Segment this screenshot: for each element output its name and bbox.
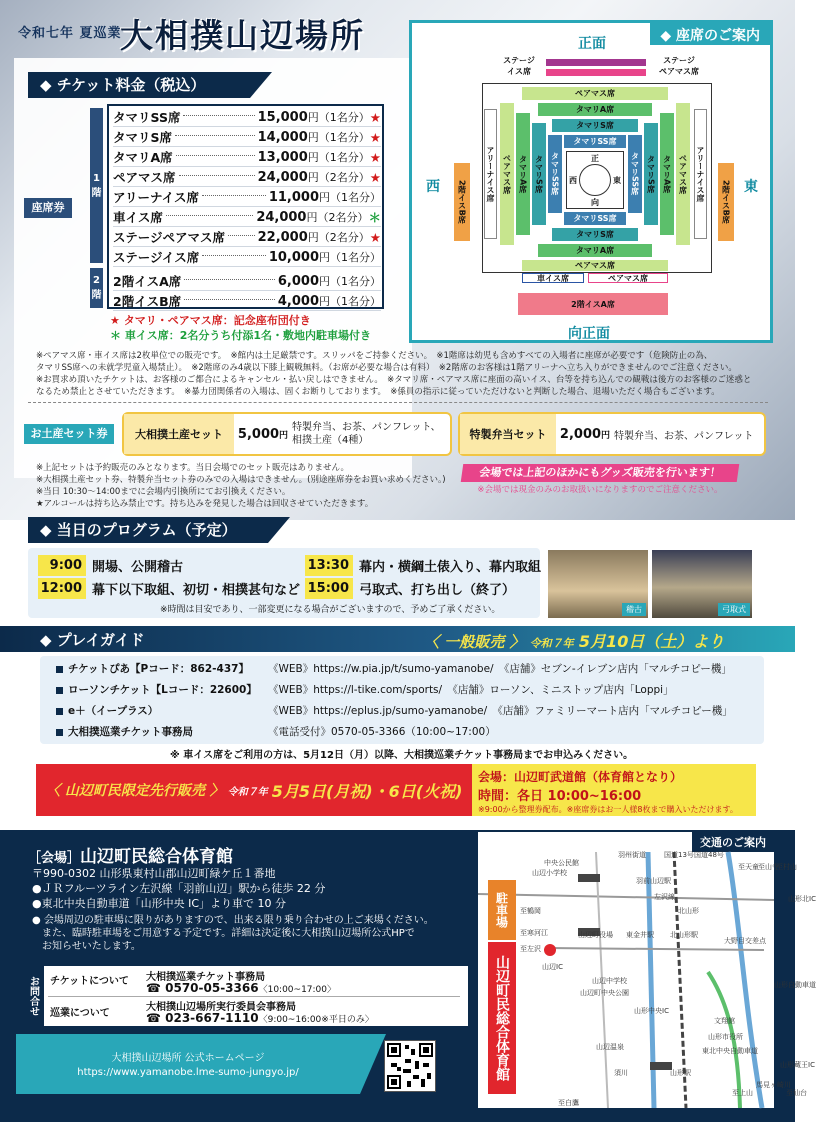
price-row — [113, 188, 381, 207]
price-row — [113, 148, 381, 167]
seat-unit: 円（1名分） — [319, 251, 381, 264]
map-label: 山形駅 — [670, 1069, 691, 1077]
seat-price: 11,000 — [268, 189, 319, 205]
venue-access-train: ●ＪＲフルーツライン左沢線「羽前山辺」駅から徒歩 22 分 — [32, 882, 326, 895]
ticket-note-1: ※ペアマス席・車イス席は2枚単位での販売です。 ※館内は土足厳禁です。スリッパをご持参ください。 ※1階席は幼児も含めすべての入場者に座席が必要です（危険防止の為、 — [36, 351, 713, 361]
set2-desc: 特製弁当、お茶、パンフレット — [614, 430, 754, 442]
presale-info — [472, 764, 756, 816]
seat-name: 車イス席 — [113, 210, 163, 225]
seat-price: 10,000 — [268, 249, 319, 265]
seatmap-heading: ◆ 座席のご案内 — [650, 23, 770, 45]
tamari-s-west: タマリS席 — [532, 123, 546, 225]
dohyo-w: 西 — [569, 176, 577, 185]
seat-price: 15,000 — [257, 109, 308, 125]
seat-unit: 円（1名分） — [319, 191, 381, 204]
leader-dots — [176, 155, 255, 156]
souvenir-note-1: ※上記セットは予約販売のみとなります。当日会場でのセット販売はありません。 — [36, 463, 349, 473]
leader-dots — [183, 115, 254, 116]
map-label: 至村山 — [776, 863, 797, 871]
leader-dots — [184, 299, 275, 300]
contact-topic-1: チケットについて — [50, 976, 129, 987]
contact-tel-1[interactable]: ☎ 0570-05-3366〈10:00~17:00〉 — [146, 981, 337, 995]
presale-time: 時間：各日 10:00~16:00 — [478, 789, 642, 804]
souvenir-note-2: ※大相撲土産セット券、特製弁当セット券のみでの入場はできません。(別途座席券をお買い求めください。) — [36, 475, 446, 485]
map-label: 至鶴岡 — [520, 907, 541, 915]
map-label: 山辺町役場 — [578, 931, 613, 939]
seat-name: タマリA席 — [113, 150, 173, 165]
seat-price: 22,000 — [257, 229, 308, 245]
venue-access-car: ●東北中央自動車道「山形中央 IC」より車で 10 分 — [32, 897, 287, 910]
prog-item-4: 15:00 弓取式、打ち出し（終了） — [305, 578, 515, 599]
seat-mark: ★ — [369, 169, 381, 185]
seat-name: ステージペアマス席 — [113, 230, 226, 245]
homepage-title: 大相撲山辺場所 公式ホームページ — [111, 1053, 265, 1064]
photo-yumitori-caption: 弓取式 — [718, 603, 750, 616]
map-parking: 駐車場 — [488, 880, 516, 940]
map-label: 須川 — [614, 1069, 628, 1077]
souvenir-heading: お土産セット券 — [24, 424, 114, 444]
seat-price: 14,000 — [257, 129, 308, 145]
map-label: 至左沢 — [520, 945, 541, 953]
pair-east: ペアマス席 — [676, 103, 690, 245]
contact-label: お問合せ — [22, 966, 44, 1026]
price-row — [113, 272, 381, 291]
map-label: 山辺小学校 — [532, 869, 567, 877]
photo-keiko — [548, 550, 648, 618]
dohyo-ring — [579, 164, 611, 196]
tamari-ss-west: タマリSS席 — [548, 135, 562, 213]
homepage-arrow — [360, 1034, 386, 1094]
dir-east: 東 — [744, 179, 758, 195]
stage-isu-seat — [546, 59, 646, 66]
price-row — [113, 208, 381, 227]
seat-name: 2階イスB席 — [113, 294, 182, 309]
tamari-ss-east: タマリSS席 — [628, 135, 642, 213]
seat-mark: ★ — [369, 109, 381, 125]
contact-topic-2: 巡業について — [50, 1008, 110, 1019]
price-row — [113, 248, 381, 267]
pair-north: ペアマス席 — [522, 87, 668, 100]
leader-dots — [228, 235, 255, 236]
seat-price: 6,000 — [277, 273, 319, 289]
goods-banner: 会場では上記のほかにもグッズ販売を行います！ — [461, 464, 740, 482]
seat-name: ステージイス席 — [113, 250, 200, 265]
price-row — [113, 128, 381, 147]
map-label: 至天童 — [738, 863, 759, 871]
divider — [28, 402, 768, 403]
tamari-ss-north: タマリSS席 — [564, 135, 626, 148]
seat-name: 2階イスA席 — [113, 274, 182, 289]
legend-star: ★ タマリ・ペアマス席：記念座布団付き — [110, 314, 311, 327]
title-era: 令和七年 夏巡業 — [18, 26, 122, 41]
photo-yumitori — [652, 550, 752, 618]
contact-org-2: 大相撲山辺場所実行委員会事務局 — [146, 1002, 296, 1013]
tamari-a-east: タマリA席 — [660, 113, 674, 235]
price-row — [113, 228, 381, 247]
seat-unit: 円（1名分） — [307, 131, 370, 144]
seat-map — [409, 20, 773, 343]
ticket-note-4: なるため禁止とさせていただきます。 ※暴力団関係者の入場は、固くお断りしております。 ※係員の指示に従っていただけないと判断した場合、退場いただく場合もございます。 — [36, 387, 720, 397]
map-label: 山辺町中央公園 — [580, 989, 629, 997]
floor2b-west: 2階イスB席 — [454, 163, 470, 241]
map-label: 山形中央IC — [634, 1007, 669, 1015]
map-label: 中央公民館 — [544, 859, 579, 867]
tamari-s-south: タマリS席 — [552, 228, 638, 241]
leader-dots — [166, 215, 253, 216]
souvenir-note-3: ※当日 10:30〜14:00までに会場内引換所にてお引換えください。 — [36, 487, 291, 497]
set2-name: 特製弁当セット — [460, 414, 556, 454]
map-label: 至上山 — [732, 1089, 753, 1097]
leader-dots — [175, 135, 255, 136]
map-label: 北山形 — [678, 907, 699, 915]
floor2-label: 2 階 — [90, 268, 103, 308]
seat-mark: ＊ — [368, 210, 381, 225]
qr-code-pattern — [385, 1041, 435, 1091]
stage-pair-seat — [546, 69, 646, 76]
ticket-note-3: ※お買求め頂いたチケットは、お客様のご都合によるキャンセル・払い戻しはできません。 ※タマリ席・ペアマス席に座面の高いイス、台等を持ち込んでの観戦は後方のお客様のご迷惑と — [36, 375, 752, 385]
map-label: 羽州街道 — [618, 851, 646, 859]
parking-line-3: お知らせいたします。 — [42, 941, 141, 952]
venue-info — [32, 866, 325, 911]
map-label: 馬見ヶ崎川 — [756, 1081, 791, 1089]
dir-west: 西 — [426, 179, 440, 195]
homepage-url[interactable]: https://www.yamanobe.lme-sumo-jungyo.jp/ — [77, 1067, 299, 1078]
prog-item-3: 13:30 幕内・横綱土俵入り、幕内取組 — [305, 555, 541, 576]
stage-isu-label: ステージ イス席 — [503, 56, 535, 76]
dir-north: 正面 — [578, 36, 606, 52]
contact-org-1: 大相撲巡業チケット事務局 — [146, 972, 266, 983]
parking-line-2: また、臨時駐車場をご用意する予定です。詳細は決定後に大相撲山辺場所公式HPで — [42, 928, 415, 939]
pg-eplus: e＋（イープラス） 《WEB》https://eplus.jp/sumo-yamanobe/ 《店舗》ファミリーマート店内「マルチコピー機」 — [56, 702, 733, 720]
seat-unit: 円（2名分） — [306, 211, 369, 224]
price-row — [113, 168, 381, 187]
legend-wheel: ＊ 車イス席：2名分うち付添1名・敷地内駐車場付き — [110, 329, 372, 342]
map-venue: 山辺町民総合体育館 — [488, 942, 516, 1094]
map-label: 山形市役所 — [708, 1033, 743, 1041]
dohyo-s: 向 — [591, 198, 599, 207]
map-label: 大野目交差点 — [724, 937, 766, 945]
map-label: 東北中央自動車道 — [702, 1047, 758, 1055]
seat-name: ペアマス席 — [113, 170, 176, 185]
pg-pia: チケットぴあ【Pコード：862-437】 《WEB》https://w.pia.jp/t/sumo-yamanobe/ 《店舗》セブン-イレブン店内「マルチコピー機」 — [56, 660, 732, 678]
seat-unit: 円（1名分） — [319, 275, 381, 288]
homepage-banner[interactable] — [16, 1034, 360, 1094]
pair-south: ペアマス席 — [522, 260, 668, 271]
seat-name: アリーナイス席 — [113, 190, 200, 205]
map-label: 至仙台 — [786, 1089, 807, 1097]
seat-mark: ★ — [369, 229, 381, 245]
parking-line-1: ● 会場周辺の駐車場に限りがありますので、出来る限り乗り合わせの上ご来場ください。 — [32, 915, 434, 926]
parking-info — [32, 914, 434, 953]
prog-item-2: 12:00 幕下以下取組、初切・相撲甚句など — [38, 578, 300, 599]
map-label: 羽前山辺駅 — [636, 877, 671, 885]
leader-dots — [202, 195, 266, 196]
wheel-note: ※ 車イス席をご利用の方は、5月12日（月）以降、大相撲巡業チケット事務局までお申込みください。 — [170, 750, 634, 761]
pg-lawson: ローソンチケット【Lコード：22600】 《WEB》https://l-tike.com/sports/ 《店舗》ローソン、ミニストップ店内「Loppi」 — [56, 681, 674, 699]
presale-banner: 〈 山辺町民限定先行販売 〉 令和７年 5月5日(月祝)・6日(火祝) — [36, 764, 472, 816]
map-label: 山辺温泉 — [596, 1043, 624, 1051]
seat-price: 4,000 — [277, 293, 319, 309]
pair-stage-south: ペアマス席 — [588, 273, 668, 283]
arena-west: アリーナイス席 — [484, 109, 497, 239]
dir-south: 向正面 — [568, 326, 610, 342]
seat-price: 24,000 — [256, 209, 307, 225]
map-heading: 交通のご案内 — [692, 832, 774, 852]
seat-unit: 円（2名分） — [307, 171, 370, 184]
souvenir-note-4: ★アルコールは持ち込み禁止です。持ち込みを発見した場合は回収させていただきます。 — [36, 499, 374, 509]
tamari-a-south: タマリA席 — [538, 244, 652, 257]
map-label: 至山寺 — [758, 863, 779, 871]
program-heading: ◆ 当日のプログラム（予定） — [28, 517, 268, 543]
contact-divider — [48, 996, 460, 997]
seat-unit: 円（1名分） — [307, 111, 370, 124]
access-map — [478, 832, 816, 1108]
seat-name: タマリS席 — [113, 130, 173, 145]
stage-pair-label: ステージ ペアマス席 — [659, 56, 699, 76]
map-label: 山形北IC — [788, 895, 816, 903]
map-label: 山辺IC — [542, 963, 563, 971]
playguide-heading: ◆ プレイガイド — [40, 631, 145, 649]
price-row — [113, 108, 381, 127]
map-label: 至寒河江 — [520, 929, 548, 937]
seat-price: 24,000 — [257, 169, 308, 185]
pg-jimukyoku: 大相撲巡業チケット事務局 《電話受付》0570-05-3366（10:00~17:00） — [56, 723, 496, 741]
seat-mark: ★ — [369, 149, 381, 165]
presale-note: ※9:00から整理券配布。※座席券はお一人様8枚まで購入いただけます。 — [478, 805, 738, 814]
tamari-a-west: タマリA席 — [516, 113, 530, 235]
floor2a-south: 2階イスA席 — [518, 293, 668, 315]
floor2b-east: 2階イスB席 — [718, 163, 734, 241]
seat-unit: 円（2名分） — [307, 231, 370, 244]
prog-item-1: 9:00 開場、公開稽古 — [38, 555, 183, 576]
ticket-notes — [36, 350, 776, 398]
souvenir-notes — [36, 462, 456, 510]
map-label: 国道48号 — [694, 851, 724, 859]
ticket-heading: ◆ チケット料金（税込） — [28, 72, 250, 98]
set1-name: 大相撲土産セット — [124, 414, 234, 454]
tamari-ss-south: タマリSS席 — [564, 212, 626, 225]
seat-price: 13,000 — [257, 149, 308, 165]
tamari-a-north: タマリA席 — [538, 103, 652, 116]
price-table — [107, 104, 384, 309]
price-row — [113, 292, 381, 311]
set1-price: 5,000円 — [237, 426, 289, 442]
set2-price: 2,000円 — [559, 426, 611, 442]
category-tag: 座席券 — [24, 198, 72, 218]
souvenir-set1 — [122, 412, 452, 456]
seat-name: タマリSS席 — [113, 110, 181, 125]
photo-keiko-caption: 稽古 — [622, 603, 646, 616]
qr-code[interactable] — [384, 1040, 436, 1092]
goods-note: ※会場では現金のみのお取扱いになりますのでご注意ください。 — [477, 485, 723, 495]
leader-dots — [202, 255, 266, 256]
pair-west: ペアマス席 — [500, 103, 514, 245]
contact-box — [22, 966, 468, 1026]
map-label: 文翔館 — [714, 1017, 735, 1025]
map-label: 山形蔵王IC — [780, 1061, 815, 1069]
map-label: 山辺中学校 — [592, 977, 627, 985]
map-label: 北山形駅 — [670, 931, 698, 939]
floor1-label: 1 階 — [90, 108, 103, 263]
map-label: 至白鷹 — [558, 1099, 579, 1107]
souvenir-set2 — [458, 412, 766, 456]
venue-address: 〒990-0302 山形県東村山郡山辺町緑ケ丘１番地 — [32, 867, 276, 880]
contact-tel-2[interactable]: ☎ 023-667-1110〈9:00~16:00※平日のみ〉 — [146, 1011, 374, 1025]
seat-unit: 円（1名分） — [307, 151, 370, 164]
map-drawing — [478, 832, 774, 1108]
general-sale: 〈 一般販売 〉 令和７年 5月10日（土）より — [424, 632, 725, 651]
presale-venue: 会場：山辺町武道館（体育館となり） — [478, 770, 683, 784]
map-label: 東金井駅 — [626, 931, 654, 939]
leader-dots — [184, 279, 275, 280]
page-title: 大相撲山辺場所 — [120, 16, 365, 55]
leader-dots — [179, 175, 255, 176]
set1-desc: 特製弁当、お茶、パンフレット、相撲土産（4種） — [292, 422, 441, 446]
wheelchair-seat: 車イス席 — [522, 273, 584, 283]
map-label: 左沢線 — [654, 893, 675, 901]
tamari-s-east: タマリS席 — [644, 123, 658, 225]
map-label: 国道13号 — [664, 851, 694, 859]
seat-unit: 円（1名分） — [319, 295, 381, 308]
dohyo-n: 正 — [591, 154, 599, 163]
seat-mark: ★ — [369, 129, 381, 145]
tamari-s-north: タマリS席 — [552, 119, 638, 132]
dohyo-e: 東 — [613, 176, 621, 185]
venue-name: ［会場］山辺町民総合体育館 — [28, 847, 234, 867]
dohyo — [566, 151, 624, 209]
arena-east: アリーナイス席 — [694, 109, 707, 239]
map-label: 山形自動車道 — [774, 981, 816, 989]
ticket-note-2: タマリSS席への未就学児童入場禁止）。 ※2階席のみ4歳以下膝上観戦無料。（お席が必要な場合は有料） ※2階席のお客様は1階アリーナへ立ち入りができませんのでご注意ください。 — [36, 363, 737, 373]
program-note: ※時間は目安であり、一部変更になる場合がございますので、予めご了承ください。 — [160, 605, 501, 615]
